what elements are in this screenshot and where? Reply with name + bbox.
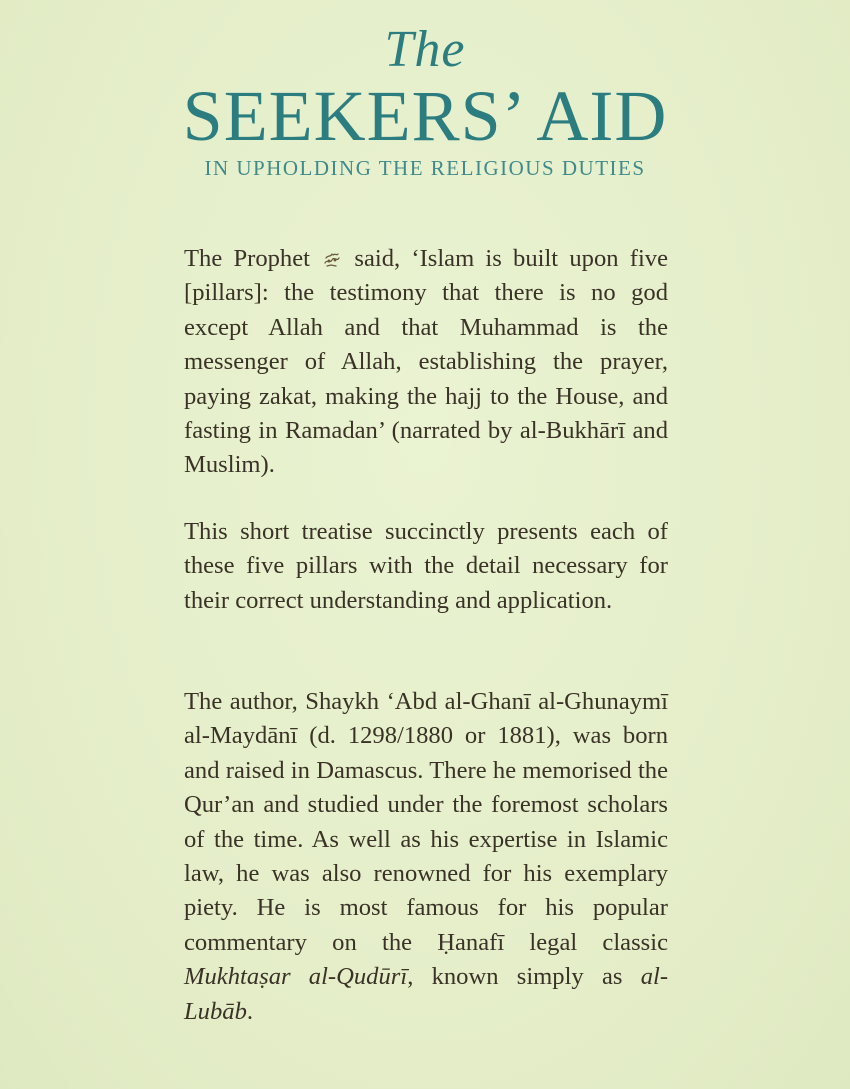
paragraph-hadith-rest: said, ‘Islam is built upon five [pillars]: the testimony that there is no god except Allah and that Muhammad is the messenger of Allah, establishing the prayer, paying zakat, making the hajj to the House, and fasting in Ramadan’ (narrated by al-Bukhārī and Muslim). [184,245,668,479]
paragraph-hadith [184,242,668,483]
book-subtitle: IN UPHOLDING THE RELIGIOUS DUTIES [204,156,646,180]
paragraph-summary-text: This short treatise succinctly presents each of these five pillars with the detail necessary for their correct understanding and application. [184,518,668,614]
paragraph-author-connector: , known simply as [407,963,641,991]
salutation-calligraphy-icon [323,250,341,268]
book-reference-short-title: al-Lubāb [184,963,669,1025]
book-reference-title: Mukhtaṣar al-Qudūrī [184,963,408,991]
paragraph-summary [184,515,668,618]
title-the: The [384,21,466,78]
paragraph-author-end: . [246,997,254,1025]
paragraph-author-text: The author, Shaykh ‘Abd al-Ghanī al-Ghunaymī al-Maydānī (d. 1298/1880 or 1881), was born and raised in Damascus. There he memorised the Qur’an and studied under the foremost scholars of the time. As well as his expertise in Islamic law, he was also renowned for his exemplary piety. He is most famous for his popular commentary on the Ḥanafī legal classic [184,688,668,956]
paragraph-author [184,685,668,1029]
paragraph-hadith-start: The Prophet [184,245,310,272]
book-title: SEEKERS’ AID [182,76,668,156]
